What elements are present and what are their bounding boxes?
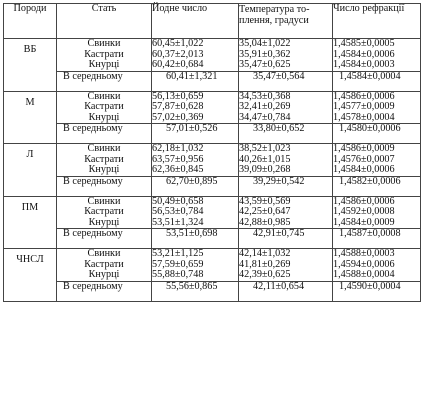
iodine-value: 56,53±0,784 bbox=[152, 206, 204, 217]
group-row bbox=[4, 144, 421, 177]
iodine-value: 57,87±0,628 bbox=[152, 101, 204, 112]
sex-value: Свинки bbox=[87, 248, 121, 259]
temperature-cell bbox=[239, 39, 333, 72]
average-row bbox=[4, 124, 421, 144]
temperature-value: 32,41±0,269 bbox=[239, 101, 291, 112]
refraction-value: 1,4576±0,0007 bbox=[333, 153, 395, 165]
refraction-value: 1,4585±0,0005 bbox=[333, 38, 395, 49]
iodine-value: 53,51±1,324 bbox=[152, 216, 204, 228]
refraction-value: 1,4577±0,0009 bbox=[333, 101, 395, 112]
breed-cell: М bbox=[4, 91, 57, 144]
average-refraction: 1,4582±0,0006 bbox=[333, 176, 421, 196]
average-label: В середньому bbox=[57, 281, 152, 301]
iodine-value: 60,42±0,684 bbox=[152, 59, 204, 70]
sex-value: Свинки bbox=[87, 195, 121, 207]
average-row bbox=[4, 176, 421, 196]
refraction-value: 1,4586±0,0006 bbox=[333, 195, 395, 207]
breed-cell: ВБ bbox=[4, 39, 57, 92]
iodine-value: 62,36±0,845 bbox=[152, 164, 204, 175]
iodine-cell bbox=[152, 249, 239, 282]
sex-value: Кнурці bbox=[88, 216, 120, 228]
table-header bbox=[4, 4, 421, 39]
average-row bbox=[4, 71, 421, 91]
refraction-value: 1,4578±0,0004 bbox=[333, 111, 395, 123]
sex-cell bbox=[57, 39, 152, 72]
header-breed: Породи bbox=[4, 4, 57, 39]
refraction-value: 1,4586±0,0006 bbox=[333, 90, 395, 102]
average-label: В середньому bbox=[57, 229, 152, 249]
iodine-value: 63,57±0,956 bbox=[152, 153, 204, 165]
iodine-value: 53,21±1,125 bbox=[152, 248, 204, 259]
header-iodine: Йодне число bbox=[152, 4, 239, 39]
average-label: В середньому bbox=[57, 124, 152, 144]
sex-value: Свинки bbox=[87, 90, 121, 102]
average-temperature: 33,80±0,652 bbox=[239, 124, 333, 144]
refraction-value: 1,4584±0,0009 bbox=[333, 216, 395, 228]
temperature-cell bbox=[239, 91, 333, 124]
average-refraction: 1,4587±0,0008 bbox=[333, 229, 421, 249]
group-row bbox=[4, 249, 421, 282]
refraction-value: 1,4588±0,0003 bbox=[333, 248, 395, 259]
group-row bbox=[4, 91, 421, 124]
refraction-value: 1,4588±0,0004 bbox=[333, 269, 395, 280]
average-temperature: 35,47±0,564 bbox=[239, 71, 333, 91]
average-iodine: 57,01±0,526 bbox=[152, 124, 239, 144]
sex-value: Кастрати bbox=[84, 206, 124, 217]
temperature-value: 40,26±1,015 bbox=[239, 153, 291, 165]
refraction-cell bbox=[333, 249, 421, 282]
sex-cell bbox=[57, 196, 152, 229]
header-row bbox=[4, 4, 421, 39]
iodine-cell bbox=[152, 91, 239, 124]
refraction-value: 1,4594±0,0006 bbox=[333, 258, 395, 270]
iodine-cell bbox=[152, 196, 239, 229]
temperature-value: 35,91±0,362 bbox=[239, 48, 291, 60]
temperature-cell bbox=[239, 196, 333, 229]
temperature-value: 43,59±0,569 bbox=[239, 195, 291, 207]
refraction-cell bbox=[333, 39, 421, 72]
document-page bbox=[3, 3, 420, 302]
refraction-value: 1,4584±0,0006 bbox=[333, 48, 395, 60]
sex-cell bbox=[57, 91, 152, 124]
average-refraction: 1,4580±0,0006 bbox=[333, 124, 421, 144]
refraction-value: 1,4584±0,0006 bbox=[333, 164, 395, 175]
sex-value: Свинки bbox=[87, 143, 121, 154]
average-iodine: 55,56±0,865 bbox=[152, 281, 239, 301]
refraction-value: 1,4586±0,0009 bbox=[333, 143, 395, 154]
sex-value: Кнурці bbox=[88, 164, 120, 175]
temperature-value: 39,09±0,268 bbox=[239, 164, 291, 175]
table-body bbox=[4, 39, 421, 302]
temperature-value: 35,47±0,625 bbox=[239, 59, 291, 70]
temperature-value: 35,04±1,022 bbox=[239, 38, 291, 49]
average-refraction: 1,4590±0,0004 bbox=[333, 281, 421, 301]
average-temperature: 39,29±0,542 bbox=[239, 176, 333, 196]
temperature-value: 34,47±0,784 bbox=[239, 111, 291, 123]
sex-value: Кастрати bbox=[84, 153, 124, 165]
sex-value: Кнурці bbox=[88, 111, 120, 123]
average-temperature: 42,91±0,745 bbox=[239, 229, 333, 249]
iodine-value: 62,18±1,032 bbox=[152, 143, 204, 154]
breed-cell: ЧНСЛ bbox=[4, 249, 57, 302]
iodine-cell bbox=[152, 144, 239, 177]
iodine-cell bbox=[152, 39, 239, 72]
sex-value: Кнурці bbox=[88, 59, 120, 70]
iodine-value: 55,88±0,748 bbox=[152, 269, 204, 280]
average-row bbox=[4, 229, 421, 249]
average-temperature: 42,11±0,654 bbox=[239, 281, 333, 301]
header-temperature-text: Температура то- плення, градуси bbox=[239, 4, 310, 26]
average-iodine: 53,51±0,698 bbox=[152, 229, 239, 249]
header-temperature bbox=[239, 4, 333, 39]
iodine-value: 57,02±0,369 bbox=[152, 111, 204, 123]
sex-value: Кастрати bbox=[84, 48, 124, 60]
group-row bbox=[4, 196, 421, 229]
refraction-cell bbox=[333, 91, 421, 124]
temperature-value: 41,81±0,269 bbox=[239, 258, 291, 270]
average-iodine: 62,70±0,895 bbox=[152, 176, 239, 196]
refraction-cell bbox=[333, 144, 421, 177]
breed-cell: Л bbox=[4, 144, 57, 197]
group-row bbox=[4, 39, 421, 72]
iodine-value: 50,49±0,658 bbox=[152, 195, 204, 207]
temperature-value: 38,52±1,023 bbox=[239, 143, 291, 154]
refraction-value: 1,4592±0,0008 bbox=[333, 206, 395, 217]
temperature-cell bbox=[239, 249, 333, 282]
average-refraction: 1,4584±0,0004 bbox=[333, 71, 421, 91]
average-label: В середньому bbox=[57, 176, 152, 196]
sex-value: Свинки bbox=[87, 38, 121, 49]
iodine-value: 56,13±0,659 bbox=[152, 90, 204, 102]
sex-value: Кнурці bbox=[88, 269, 120, 280]
refraction-value: 1,4584±0,0003 bbox=[333, 59, 395, 70]
average-row bbox=[4, 281, 421, 301]
breed-fat-properties-table bbox=[3, 3, 421, 302]
average-label: В середньому bbox=[57, 71, 152, 91]
temperature-value: 42,88±0,985 bbox=[239, 216, 291, 228]
iodine-value: 57,59±0,659 bbox=[152, 258, 204, 270]
temperature-value: 42,14±1,032 bbox=[239, 248, 291, 259]
temperature-value: 34,53±0,368 bbox=[239, 90, 291, 102]
iodine-value: 60,37±2,013 bbox=[152, 48, 204, 60]
refraction-cell bbox=[333, 196, 421, 229]
temperature-value: 42,39±0,625 bbox=[239, 269, 291, 280]
sex-value: Кастрати bbox=[84, 258, 124, 270]
header-sex: Стать bbox=[57, 4, 152, 39]
sex-cell bbox=[57, 249, 152, 282]
average-iodine: 60,41±1,321 bbox=[152, 71, 239, 91]
sex-value: Кастрати bbox=[84, 101, 124, 112]
breed-cell: ПМ bbox=[4, 196, 57, 249]
sex-cell bbox=[57, 144, 152, 177]
temperature-value: 42,25±0,647 bbox=[239, 206, 291, 217]
iodine-value: 60,45±1,022 bbox=[152, 38, 204, 49]
temperature-cell bbox=[239, 144, 333, 177]
header-refraction: Число рефракції bbox=[333, 4, 421, 39]
